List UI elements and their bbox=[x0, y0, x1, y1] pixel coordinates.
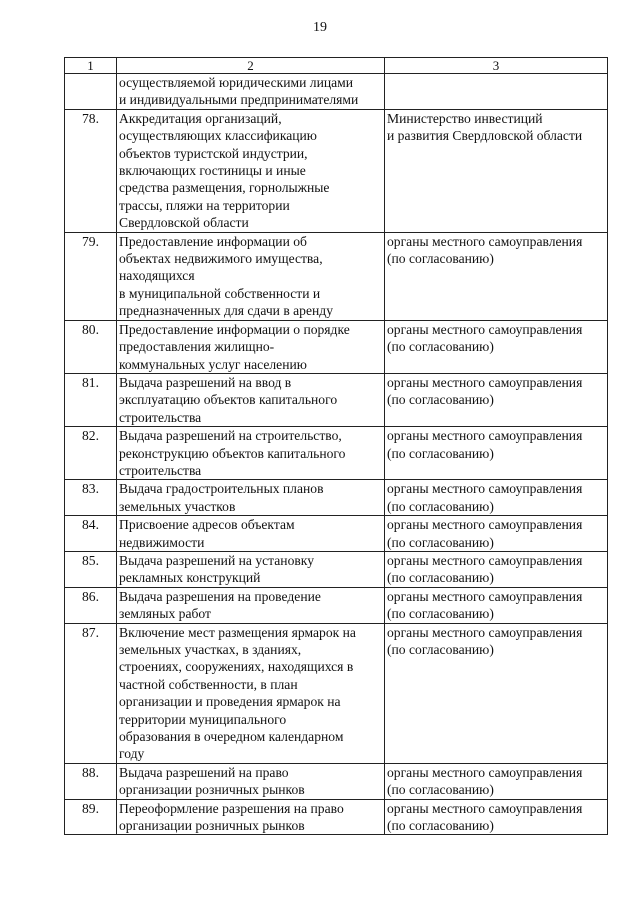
table-row bbox=[65, 799, 608, 835]
table-row bbox=[65, 480, 608, 516]
table-row bbox=[65, 232, 608, 320]
row-number: 79. bbox=[65, 232, 117, 320]
authority-cell: органы местного самоуправления (по согласованию) bbox=[385, 373, 608, 426]
authority-cell: органы местного самоуправления (по согласованию) bbox=[385, 551, 608, 587]
services-table bbox=[64, 57, 608, 835]
page-number: 19 bbox=[313, 20, 327, 35]
service-cell: Переоформление разрешения на право организации розничных рынков bbox=[117, 799, 385, 835]
service-cell: Выдача разрешений на установку рекламных конструкций bbox=[117, 551, 385, 587]
table-header-row bbox=[65, 58, 608, 74]
row-number: 80. bbox=[65, 320, 117, 373]
header-cell-2: 2 bbox=[117, 58, 385, 74]
header-cell-3: 3 bbox=[385, 58, 608, 74]
table-row bbox=[65, 763, 608, 799]
table-row bbox=[65, 623, 608, 763]
row-number: 89. bbox=[65, 799, 117, 835]
row-number: 81. bbox=[65, 373, 117, 426]
service-cell: Выдача разрешения на проведение земляных работ bbox=[117, 587, 385, 623]
table-row bbox=[65, 516, 608, 552]
table-row bbox=[65, 109, 608, 232]
row-number: 82. bbox=[65, 427, 117, 480]
authority-cell bbox=[385, 74, 608, 110]
table-row bbox=[65, 373, 608, 426]
service-cell: Предоставление информации об объектах недвижимого имущества, находящихся в муниципальной собственности и предназначенных для сдачи в аренду bbox=[117, 232, 385, 320]
service-cell: Аккредитация организаций, осуществляющих классификацию объектов туристской индустрии, включающих гостиницы и иные средства размещения, горнолыжные трассы, пляжи на территории Свердловской области bbox=[117, 109, 385, 232]
header-cell-1: 1 bbox=[65, 58, 117, 74]
service-cell: Выдача градостроительных планов земельных участков bbox=[117, 480, 385, 516]
row-number: 87. bbox=[65, 623, 117, 763]
service-cell: осуществляемой юридическими лицами и индивидуальными предпринимателями bbox=[117, 74, 385, 110]
authority-cell: органы местного самоуправления (по согласованию) bbox=[385, 763, 608, 799]
table-row bbox=[65, 551, 608, 587]
authority-cell: органы местного самоуправления (по согласованию) bbox=[385, 232, 608, 320]
row-number: 78. bbox=[65, 109, 117, 232]
authority-cell: органы местного самоуправления (по согласованию) bbox=[385, 623, 608, 763]
service-cell: Предоставление информации о порядке предоставления жилищно- коммунальных услуг населению bbox=[117, 320, 385, 373]
authority-cell: органы местного самоуправления (по согласованию) bbox=[385, 516, 608, 552]
table-row bbox=[65, 74, 608, 110]
authority-cell: Министерство инвестиций и развития Свердловской области bbox=[385, 109, 608, 232]
row-number: 88. bbox=[65, 763, 117, 799]
row-number: 83. bbox=[65, 480, 117, 516]
service-cell: Присвоение адресов объектам недвижимости bbox=[117, 516, 385, 552]
authority-cell: органы местного самоуправления (по согласованию) bbox=[385, 587, 608, 623]
row-number: 86. bbox=[65, 587, 117, 623]
authority-cell: органы местного самоуправления (по согласованию) bbox=[385, 427, 608, 480]
row-number bbox=[65, 74, 117, 110]
service-cell: Выдача разрешений на строительство, реконструкцию объектов капитального строительства bbox=[117, 427, 385, 480]
row-number: 85. bbox=[65, 551, 117, 587]
authority-cell: органы местного самоуправления (по согласованию) bbox=[385, 480, 608, 516]
authority-cell: органы местного самоуправления (по согласованию) bbox=[385, 320, 608, 373]
service-cell: Выдача разрешений на право организации розничных рынков bbox=[117, 763, 385, 799]
table-row bbox=[65, 320, 608, 373]
table-row bbox=[65, 427, 608, 480]
authority-cell: органы местного самоуправления (по согласованию) bbox=[385, 799, 608, 835]
service-cell: Включение мест размещения ярмарок на земельных участках, в зданиях, строениях, сооружениях, находящихся в частной собственности, в план организации и проведения ярмарок на территории муниципального образования в очередном календарном году bbox=[117, 623, 385, 763]
row-number: 84. bbox=[65, 516, 117, 552]
table-row bbox=[65, 587, 608, 623]
service-cell: Выдача разрешений на ввод в эксплуатацию объектов капитального строительства bbox=[117, 373, 385, 426]
